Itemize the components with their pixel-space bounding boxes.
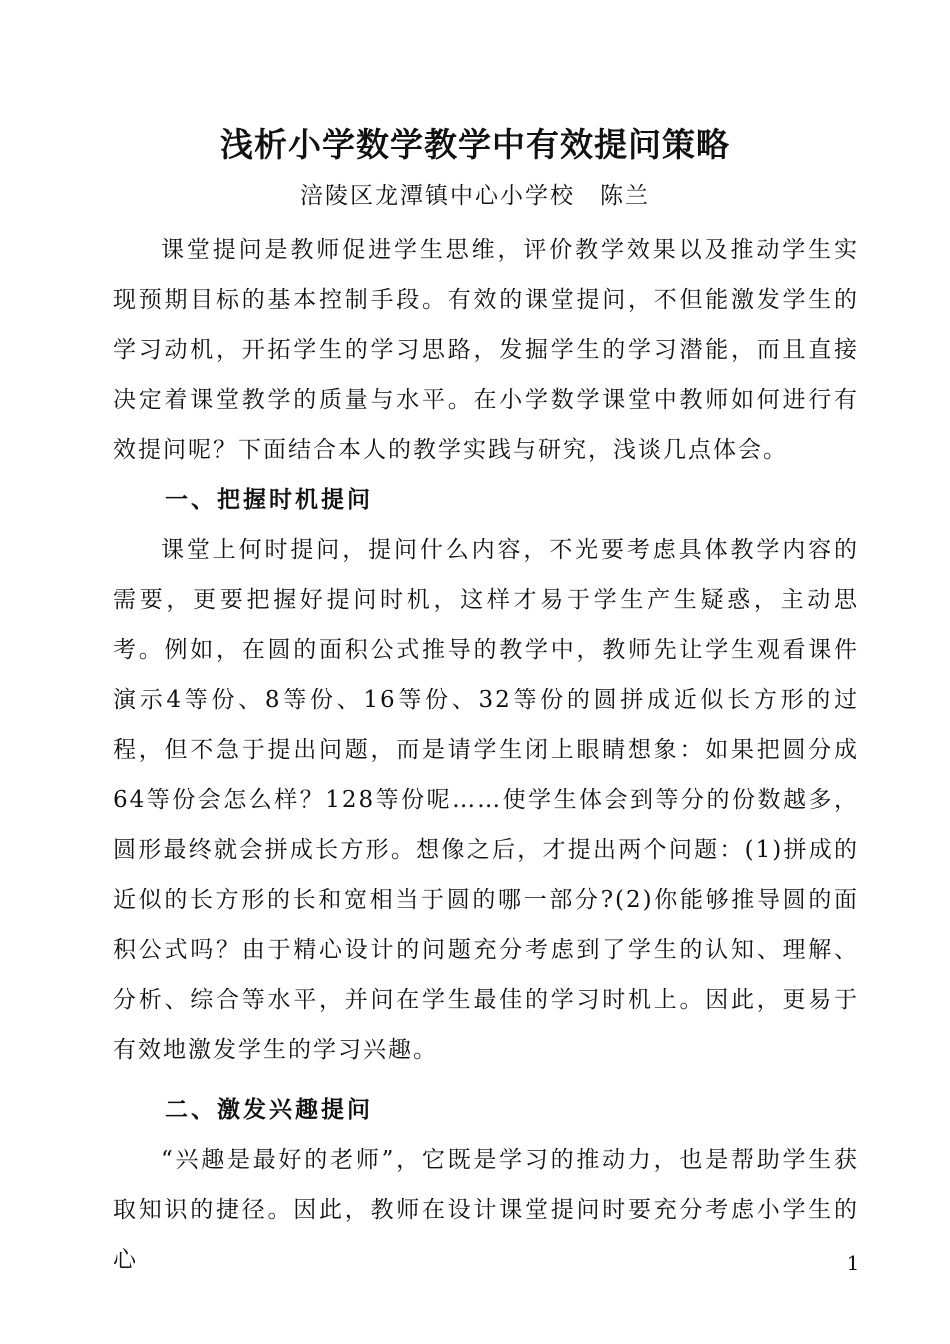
- section-1-heading: 一、把握时机提问: [165, 486, 373, 513]
- document-title: 浅析小学数学教学中有效提问策略: [220, 125, 730, 164]
- intro-paragraph: 课堂提问是教师促进学生思维，评价教学效果以及推动学生实现预期目标的基本控制手段。有效的课堂提问，不但能激发学生的学习动机，开拓学生的学习思路，发掘学生的学习潜能，而且直接决定着课堂教学的质量与水平。在小学数学课堂中教师如何进行有效提问呢？下面结合本人的教学实践与研究，浅谈几点体会。: [113, 237, 859, 463]
- page-number: 1: [846, 1251, 860, 1275]
- document-body: [113, 225, 859, 1285]
- section-2-heading: 二、激发兴趣提问: [165, 1096, 373, 1123]
- section-2-paragraph: “兴趣是最好的老师”，它既是学习的推动力，也是帮助学生获取知识的捷径。因此，教师在设计课堂提问时要充分考虑小学生的心: [113, 1147, 859, 1273]
- author-line: 涪陵区龙潭镇中心小学校 陈兰: [300, 183, 650, 209]
- section-1-paragraph: 课堂上何时提问，提问什么内容，不光要考虑具体教学内容的需要，更要把握好提问时机，这样才易于学生产生疑惑，主动思考。例如，在圆的面积公式推导的教学中，教师先让学生观看课件演示4等份、8等份、16等份、32等份的圆拼成近似长方形的过程，但不急于提出问题，而是请学生闭上眼睛想象：如果把圆分成64等份会怎么样？128等份呢……使学生体会到等分的份数越多，圆形最终就会拼成长方形。想像之后，才提出两个问题：(1)拼成的近似的长方形的长和宽相当于圆的哪一部分?(2)你能够推导圆的面积公式吗？由于精心设计的问题充分考虑到了学生的认知、理解、分析、综合等水平，并问在学生最佳的学习时机上。因此，更易于有效地激发学生的学习兴趣。: [113, 537, 859, 1063]
